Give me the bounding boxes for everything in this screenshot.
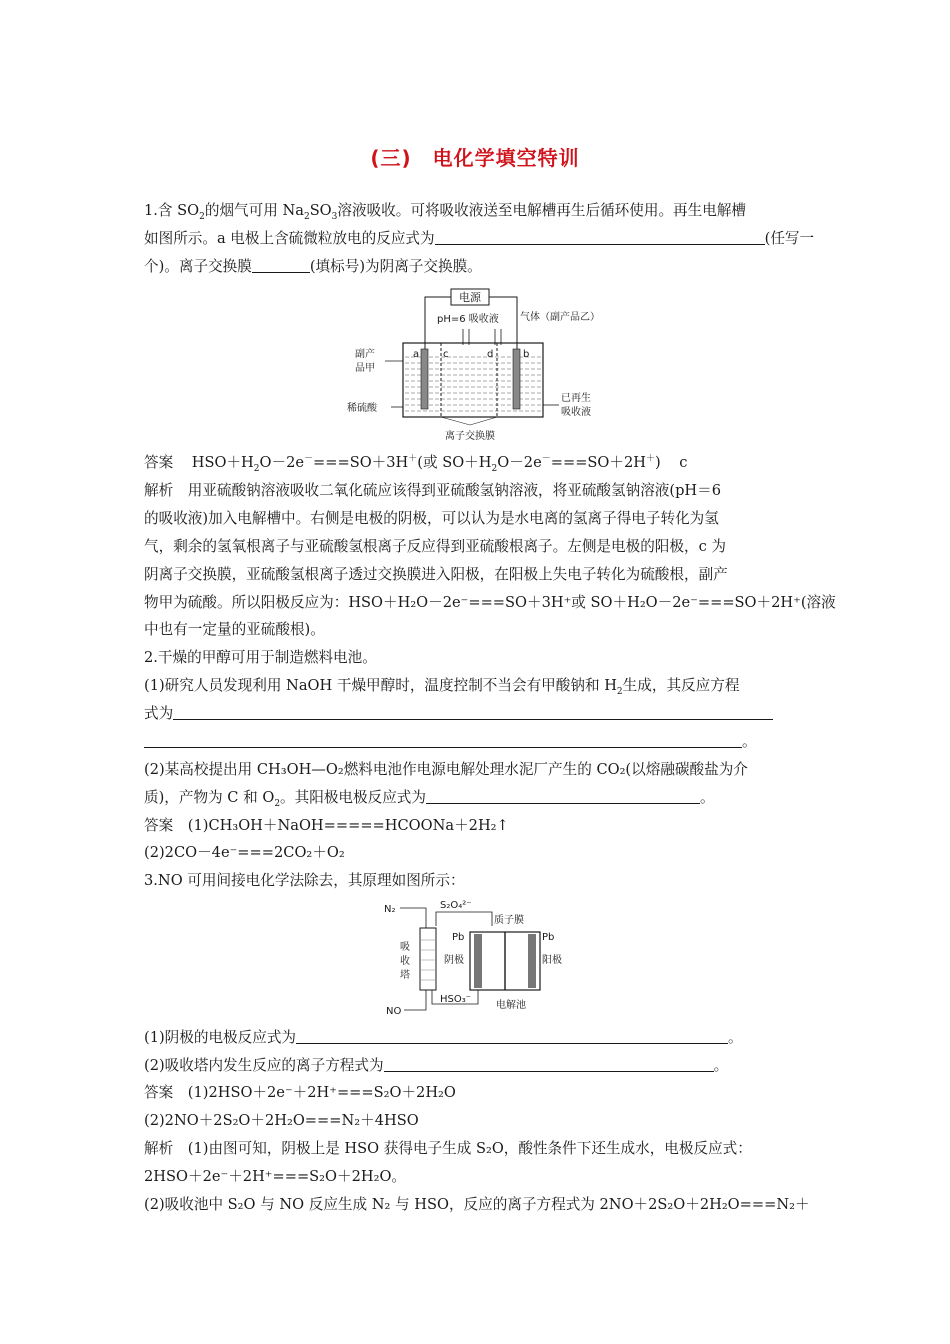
q2-text: (1)研究人员发现利用 NaOH 干燥甲醇时，温度控制不当会有甲酸钠和 H [144,677,617,694]
gas-label: 气体（副产品乙） [520,312,600,323]
no-removal-diagram [380,898,580,1020]
no-line [404,990,426,1010]
tower-label-2: 收 [400,956,410,967]
anode-label: 阳极 [542,955,562,966]
answer-text: (或 SO＋H [417,454,492,471]
membrane-pointer [441,417,497,425]
proton-membrane-label: 质子膜 [494,915,524,926]
q3-line-3 [144,1056,728,1076]
label-a: a [413,349,420,360]
answer-text: ) [655,454,661,471]
q3-answer-2: (2)2NO＋2S₂O＋2H₂O===N₂＋4HSO [144,1112,419,1129]
regen-2: 吸收液 [561,407,591,418]
answer-blank [384,1057,714,1072]
byproduct-2: 品甲 [355,363,375,374]
q2-text: 。 [742,733,757,750]
q1-text: 个)。离子交换膜 [144,258,252,275]
n2-label: N₂ [384,904,396,915]
answer-blank [435,230,765,245]
answer-text: O－2e [497,454,542,471]
answer-label: 答案 [144,454,174,471]
q2-line-1: 2.干燥的甲醇可用于制造燃料电池。 [144,649,377,666]
label-b: b [523,349,530,360]
q3-analysis-2: 2HSO＋2e⁻＋2H⁺===S₂O＋2H₂O。 [144,1168,407,1185]
q1-text: 的烟气可用 Na [204,202,304,219]
page-title: (三) 电化学填空特训 [370,146,580,170]
electrolysis-cell-diagram [345,287,615,445]
answer-text: c [679,454,688,471]
q2-text: 。 [700,789,715,806]
q1-text: 溶液吸收。可将吸收液送至电解槽再生后循环使用。再生电解槽 [337,202,747,219]
q3-analysis-3: (2)吸收池中 S₂O 与 NO 反应生成 N₂ 与 HSO，反应的离子方程式为 2NO＋2S₂O＋2H₂O===N₂＋ [144,1196,810,1213]
no-label: NO [386,1006,402,1017]
q1-text: SO [309,202,332,219]
s2o4-label: S₂O₄²⁻ [440,900,472,911]
answer-text: HSO＋H [191,454,254,471]
q3-text: 。 [713,1057,729,1074]
answer-text: ===SO＋3H [313,454,409,471]
dilute-acid-label: 稀硫酸 [347,403,377,414]
q1-answer: 答案 $HSO+H_2O-2e^-===SO+3H^+$(或 $SO+H_2O-2e^-===SO+2H^+$) c [144,454,688,474]
ph-label: pH=6 吸收液 [437,314,499,325]
q3-line-1: 3.NO 可用间接电化学法除去，其原理如图所示： [144,872,465,889]
byproduct-1: 副产 [355,349,375,360]
q1-text: 如图所示。a 电极上含硫微粒放电的反应式为 [144,230,435,247]
q1-analysis-2: 气，剩余的氢氧根离子与亚硫酸氢根离子反应得到亚硫酸根离子。左侧是电极的阳极，c 为 [144,538,726,555]
q2-line-6: 质)，产物为 C 和 $O_2$。其阳极电极反应式为 。 [144,789,715,809]
q2-text: 质)，产物为 C 和 O [144,789,275,806]
n2-line [400,908,426,928]
answer-blank [173,705,773,720]
cathode-label: 阴极 [444,955,464,966]
answer-blank [296,1029,728,1044]
q1-analysis-0: 解析 用亚硫酸钠溶液吸收二氧化硫应该得到亚硫酸氢钠溶液，将亚硫酸氢钠溶液(pH＝6 [144,482,722,499]
q2-line-5: (2)某高校提出用 CH₃OH—O₂燃料电池作电源电解处理水泥厂产生的 CO₂(以熔融碳酸盐为介 [144,761,748,778]
q1-line-2 [144,229,814,249]
q2-line-3 [144,704,773,724]
q2-line-2: (1)研究人员发现利用 NaOH 干燥甲醇时，温度控制不当会有甲酸钠和 $H_2$生成，其反应方程 [144,677,740,697]
q3-text: 。 [728,1029,743,1046]
q3-line-2 [144,1028,743,1048]
q1-analysis-3: 阴离子交换膜，亚硫酸氢根离子透过交换膜进入阳极，在阳极上失电子转化为硫酸根，副产 [144,566,728,583]
answer-text: ===SO＋2H [550,454,647,471]
cell-label: 电解池 [496,1000,526,1011]
cathode-plate [474,934,482,988]
regen-1: 已再生 [561,393,591,404]
answer-blank [144,733,742,748]
q1-text: (填标号)为阴离子交换膜。 [309,258,482,275]
answer-blank [252,258,310,273]
q3-text: (2)吸收塔内发生反应的离子方程式为 [144,1057,384,1074]
answer-blank [426,789,700,804]
anode-plate [528,934,536,988]
label-c: c [443,349,449,360]
q1-analysis-1: 的吸收液)加入电解槽中。右侧是电极的阴极，可以认为是水电离的氢离子得电子转化为氢 [144,510,719,527]
q2-text: 式为 [144,705,174,722]
hso3-label: HSO₃⁻ [440,994,472,1005]
label-d: d [487,349,494,360]
q2-answer-1: 答案 (1)CH₃OH＋NaOH=====HCOONa＋2H₂↑ [144,817,509,834]
s2o4-loop [436,912,492,926]
q2-text: 。其阳极电极反应式为 [280,789,426,806]
q1-line-3 [144,257,482,277]
electrode-b [513,349,520,409]
membrane-label: 离子交换膜 [445,431,495,442]
q3-text: (1)阴极的电极反应式为 [144,1029,297,1046]
absorption-tower [420,928,436,990]
pb-left-label: Pb [452,932,465,943]
q1-analysis-4: 物甲为硫酸。所以阳极反应为：HSO＋H₂O－2e⁻===SO＋3H⁺或 SO＋H₂O－2e⁻===SO＋2H⁺(溶液 [144,594,836,611]
tower-label-3: 塔 [400,970,410,981]
q1-line-1: 1.含 $SO_2$的烟气可用 $Na_2SO_3$溶液吸收。可将吸收液送至电解槽再生后循环使用。再生电解槽 [144,202,747,222]
q1-text: 1.含 SO [144,202,200,219]
answer-text: O－2e [259,454,304,471]
q3-answer-1: 答案 (1)2HSO＋2e⁻＋2H⁺===S₂O＋2H₂O [144,1084,456,1101]
q2-answer-2: (2)2CO－4e⁻===2CO₂＋O₂ [144,844,345,861]
q1-text: (任写一 [764,230,815,247]
power-label: 电源 [459,291,481,304]
q3-analysis-1: 解析 (1)由图可知，阴极上是 HSO 获得电子生成 S₂O，酸性条件下还生成水，电极反应式： [144,1140,752,1157]
q2-line-4 [144,732,757,752]
electrode-a [421,349,428,409]
q2-text: 生成，其反应方程 [622,677,740,694]
tower-label-1: 吸 [400,942,410,953]
q1-analysis-5: 中也有一定量的亚硫酸根)。 [144,621,325,638]
pb-right-label: Pb [542,932,555,943]
